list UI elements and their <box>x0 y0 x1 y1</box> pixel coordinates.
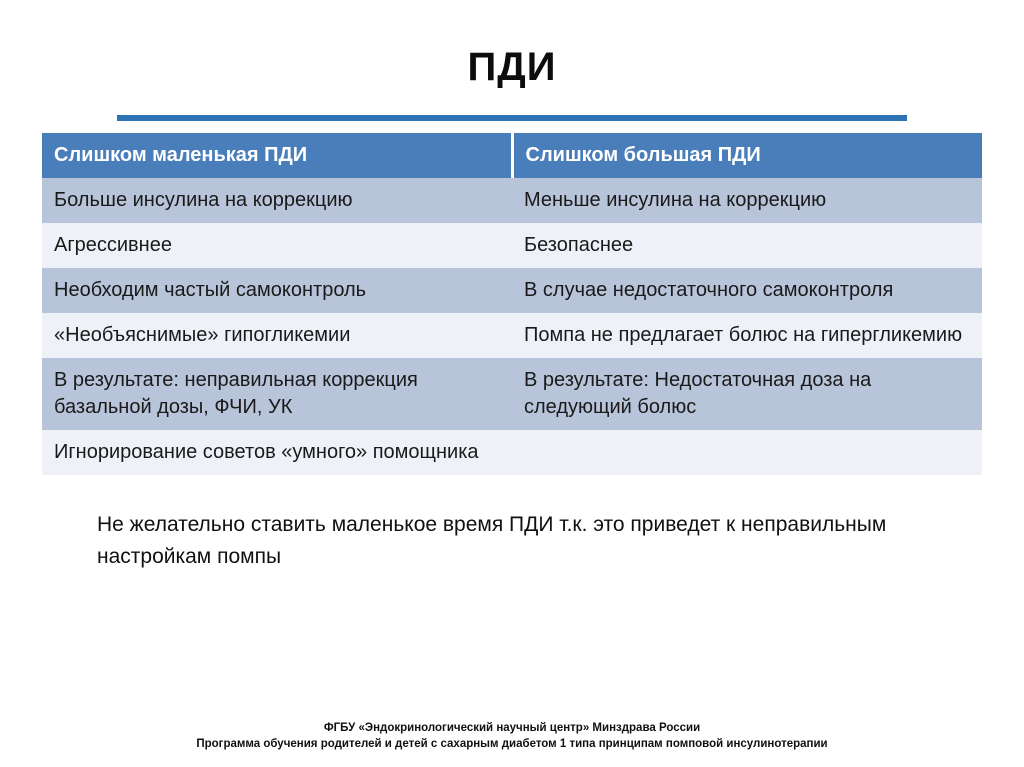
table-header-small-pdi: Слишком маленькая ПДИ <box>42 133 512 178</box>
comparison-table-wrapper <box>42 133 982 475</box>
table-row <box>42 268 982 313</box>
table-row <box>42 313 982 358</box>
table-header-large-pdi: Слишком большая ПДИ <box>512 133 982 178</box>
table-row <box>42 178 982 223</box>
page-title: ПДИ <box>467 45 557 89</box>
table-row <box>42 223 982 268</box>
table-footer-row <box>42 430 982 475</box>
note-text: Не желательно ставить маленькое время ПДИ т.к. это приведет к неправильным настройкам помпы <box>97 513 887 568</box>
credits-line-1: ФГБУ «Эндокринологический научный центр» Минздрава России <box>323 721 701 734</box>
table-cell: В результате: неправильная коррекция базальной дозы, ФЧИ, УК <box>42 358 512 430</box>
table-row <box>42 358 982 430</box>
credits <box>0 720 1024 753</box>
table-cell: Меньше инсулина на коррекцию <box>512 178 982 223</box>
table-cell: «Необъяснимые» гипогликемии <box>42 313 512 358</box>
credits-line-2: Программа обучения родителей и детей с сахарным диабетом 1 типа принципам помповой инсулинотерапии <box>196 738 828 751</box>
comparison-table <box>42 133 982 475</box>
table-cell: В результате: Недостаточная доза на следующий болюс <box>512 358 982 430</box>
title-divider <box>117 115 907 121</box>
table-header-row <box>42 133 982 178</box>
table-cell: Безопаснее <box>512 223 982 268</box>
table-footer-cell: Игнорирование советов «умного» помощника <box>42 430 982 475</box>
table-cell: Больше инсулина на коррекцию <box>42 178 512 223</box>
table-cell: Необходим частый самоконтроль <box>42 268 512 313</box>
table-cell: В случае недостаточного самоконтроля <box>512 268 982 313</box>
table-cell: Помпа не предлагает болюс на гипергликемию <box>512 313 982 358</box>
table-cell: Агрессивнее <box>42 223 512 268</box>
